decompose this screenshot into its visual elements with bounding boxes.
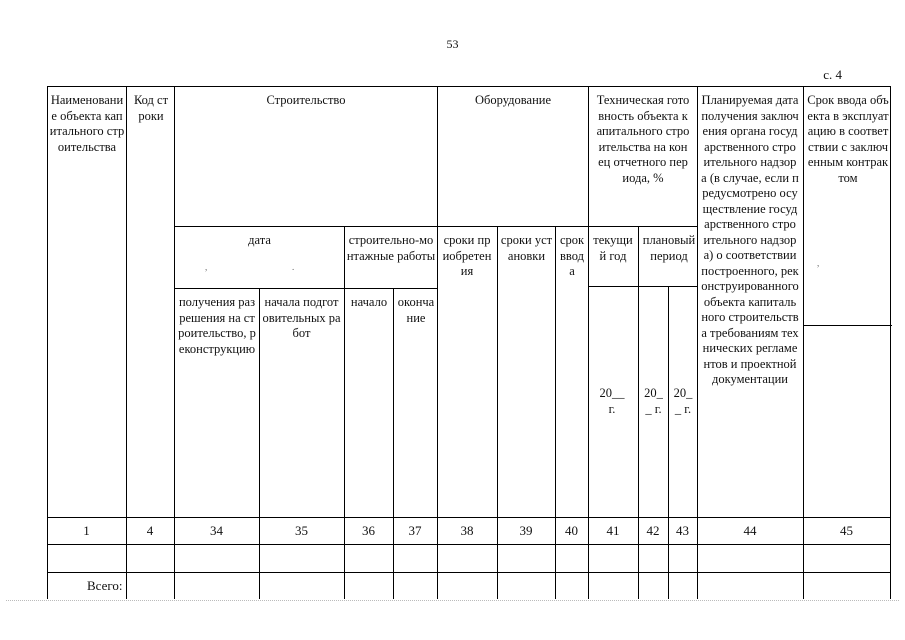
header-end: окончание [397,295,435,325]
column-number: 44 [743,523,757,538]
column-number: 1 [83,523,90,538]
header-installation-terms: сроки установки [500,233,553,263]
column-number: 41 [606,523,620,538]
header-supervision-conclusion-date: Планируемая дата получения заключения органа государственного строительного надзора (в случае, если предусмотрено осуществление государственного строительного надзора) о соответствии построенного, реконструированного объекта капитального строительства требованиям технических регламентов и проектной документации [701,93,799,386]
header-technical-readiness: Техническая готовность объекта капитального строительства на конец отчетного периода, % [596,93,690,185]
sheet-label: с. 4 [823,67,842,82]
bottom-edge-dots [6,600,899,602]
column-number: 40 [565,523,578,538]
scan-mark: , [205,262,208,272]
column-number: 38 [460,523,474,538]
column-number: 37 [408,523,422,538]
header-construction: Строительство [266,93,346,107]
header-current-year: текущий год [593,233,633,263]
column-number: 34 [210,523,223,538]
column-number: 42 [646,523,660,538]
header-commissioning-term: Срок ввода объекта в эксплуатацию в соответствии с заключенным контрактом [807,93,889,185]
header-date: дата [248,233,271,247]
column-number: 45 [840,523,853,538]
column-number: 43 [676,523,689,538]
column-number: 4 [146,523,154,538]
header-equipment: Оборудование [474,93,551,107]
page-number: 53 [446,37,459,51]
header-acquisition-terms: сроки приобретения [442,233,492,278]
header-object-name: Наименование объекта капитального строительства [49,93,125,154]
header-line-code: Код строки [133,93,169,123]
scan-mark: . [292,262,295,272]
header-year-plan-1: 20_ _ г. [644,386,663,416]
header-prep-works-start: начала подготовительных работ [262,295,341,340]
column-number: 36 [362,523,375,538]
scan-mark: , [817,258,820,268]
header-commission-term: срок ввода [559,233,585,278]
header-planned-period: плановый период [642,233,696,263]
header-year-plan-2: 20_ _ г. [673,386,693,416]
header-permit: получения разрешения на строительство, реконструкцию [178,295,256,356]
column-number: 39 [519,523,533,538]
header-start: начало [350,295,388,309]
header-year-current: 20__ г. [599,386,625,416]
header-installation-works: строительно-монтажные работы [346,233,436,263]
total-label: Всего: [87,578,123,593]
column-number: 35 [295,523,308,538]
